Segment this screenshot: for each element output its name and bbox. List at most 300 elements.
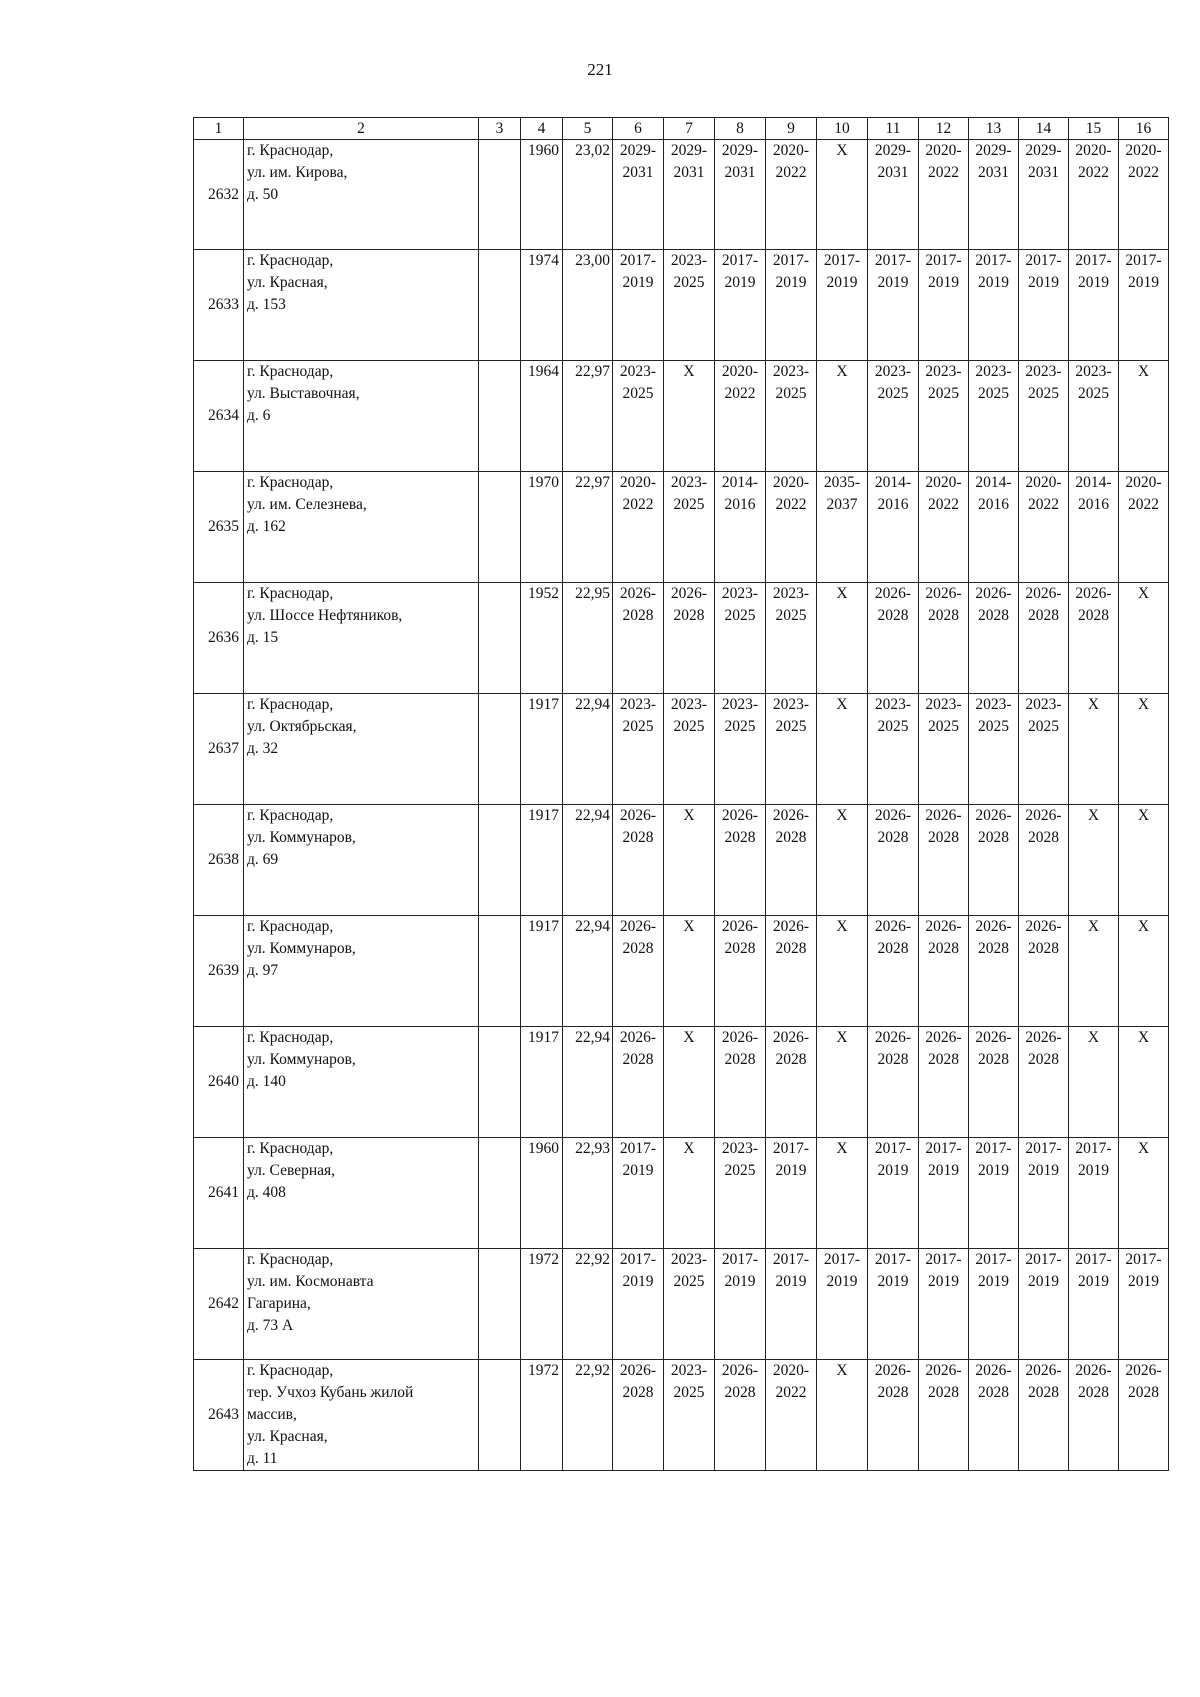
period-text: 2028 bbox=[622, 1051, 654, 1068]
period-cell bbox=[1019, 1027, 1069, 1138]
column-3-cell bbox=[479, 250, 521, 361]
period-cell bbox=[715, 916, 766, 1027]
column-header-11: 11 bbox=[868, 118, 919, 140]
period-text: 2025 bbox=[673, 496, 705, 513]
period-cell bbox=[613, 583, 664, 694]
period-cell bbox=[868, 1249, 919, 1360]
period-text: 2026- bbox=[619, 585, 657, 602]
period-text: 2023- bbox=[619, 363, 657, 380]
period-cell bbox=[1019, 140, 1069, 250]
period-cell bbox=[969, 805, 1019, 916]
period-text: 2028 bbox=[1078, 1384, 1109, 1401]
period-text: 2017- bbox=[925, 1140, 962, 1157]
period-text: 2017- bbox=[925, 252, 962, 269]
period-cell bbox=[1069, 916, 1119, 1027]
period-text: 2019 bbox=[877, 1273, 909, 1290]
period-text: 2028 bbox=[622, 1384, 654, 1401]
period-text: 2031 bbox=[978, 164, 1009, 181]
period-cell bbox=[868, 694, 919, 805]
period-cell bbox=[919, 472, 969, 583]
period-text: 2028 bbox=[1028, 829, 1059, 846]
period-cell bbox=[664, 694, 715, 805]
address-line: ул. им. Кирова, bbox=[247, 164, 348, 181]
period-text: 2025 bbox=[978, 385, 1009, 402]
period-text: 2028 bbox=[1028, 1384, 1059, 1401]
period-text: 2019 bbox=[978, 1162, 1009, 1179]
address-cell bbox=[244, 250, 479, 361]
period-text: 2026- bbox=[1075, 1362, 1112, 1379]
period-text: 2026- bbox=[1025, 918, 1062, 935]
period-text: Х bbox=[1137, 918, 1150, 935]
period-text: 2023- bbox=[772, 696, 810, 713]
period-text: 2017- bbox=[721, 252, 759, 269]
period-text: 2026- bbox=[772, 807, 810, 824]
table-row bbox=[194, 694, 1169, 805]
period-text: 2023- bbox=[721, 1140, 759, 1157]
period-text: Х bbox=[836, 142, 848, 159]
column-header-16: 16 bbox=[1119, 118, 1169, 140]
construction-year: 1917 bbox=[521, 805, 563, 916]
period-text: 2016 bbox=[978, 496, 1009, 513]
period-text: 2022 bbox=[724, 385, 756, 402]
column-3-cell bbox=[479, 694, 521, 805]
period-cell bbox=[1019, 361, 1069, 472]
period-text: 2020- bbox=[619, 474, 657, 491]
period-text: 2025 bbox=[775, 385, 807, 402]
period-cell bbox=[1069, 140, 1119, 250]
period-text: 2016 bbox=[1078, 496, 1109, 513]
period-cell bbox=[1019, 805, 1069, 916]
period-text: 2017- bbox=[772, 1251, 810, 1268]
address-cell bbox=[244, 583, 479, 694]
period-text: 2017- bbox=[619, 1140, 657, 1157]
period-text: Х bbox=[1137, 1029, 1150, 1046]
period-text: 2026- bbox=[619, 1362, 657, 1379]
period-text: 2023- bbox=[670, 474, 708, 491]
period-cell bbox=[817, 694, 868, 805]
address-cell bbox=[244, 805, 479, 916]
row-number: 2635 bbox=[194, 472, 244, 583]
period-cell bbox=[919, 916, 969, 1027]
period-cell bbox=[766, 1360, 817, 1471]
column-header-15: 15 bbox=[1069, 118, 1119, 140]
period-text: 2022 bbox=[775, 1384, 807, 1401]
period-cell bbox=[613, 1027, 664, 1138]
period-text: 2023- bbox=[975, 696, 1012, 713]
period-text: Х bbox=[683, 807, 695, 824]
period-text: 2028 bbox=[724, 940, 756, 957]
period-cell bbox=[715, 1027, 766, 1138]
period-cell bbox=[969, 583, 1019, 694]
address-cell bbox=[244, 1360, 479, 1471]
period-text: 2019 bbox=[1028, 1273, 1059, 1290]
address-line: г. Краснодар, bbox=[247, 142, 334, 159]
column-header-12: 12 bbox=[919, 118, 969, 140]
period-cell bbox=[715, 1249, 766, 1360]
period-text: 2028 bbox=[978, 1051, 1009, 1068]
period-text: 2026- bbox=[975, 918, 1012, 935]
period-cell bbox=[664, 472, 715, 583]
period-text: 2026- bbox=[721, 807, 759, 824]
period-text: Х bbox=[1137, 585, 1150, 602]
construction-year: 1972 bbox=[521, 1360, 563, 1471]
period-text: 2028 bbox=[775, 829, 807, 846]
period-cell bbox=[817, 1138, 868, 1249]
period-text: 2028 bbox=[928, 1384, 959, 1401]
period-text: 2023- bbox=[721, 696, 759, 713]
column-header-1: 1 bbox=[194, 118, 244, 140]
period-cell bbox=[817, 916, 868, 1027]
period-cell bbox=[766, 1027, 817, 1138]
period-cell bbox=[868, 1027, 919, 1138]
period-cell bbox=[664, 1138, 715, 1249]
housing-repair-schedule-table bbox=[193, 117, 1169, 1471]
period-text: 2019 bbox=[877, 274, 909, 291]
period-text: 2028 bbox=[724, 1384, 756, 1401]
period-text: 2017- bbox=[823, 1251, 861, 1268]
header-row bbox=[194, 118, 1169, 140]
period-text: 2017- bbox=[1025, 1251, 1062, 1268]
period-text: 2019 bbox=[724, 274, 756, 291]
period-text: 2026- bbox=[874, 918, 912, 935]
address-line: д. 97 bbox=[247, 962, 279, 979]
period-text: 2017- bbox=[874, 1140, 912, 1157]
period-text: 2020- bbox=[925, 474, 962, 491]
row-number: 2641 bbox=[194, 1138, 244, 1249]
period-text: 2017- bbox=[975, 252, 1012, 269]
period-text: 2019 bbox=[622, 1273, 654, 1290]
area-value: 22,97 bbox=[563, 361, 613, 472]
address-line: д. 408 bbox=[247, 1184, 286, 1201]
period-cell bbox=[1019, 916, 1069, 1027]
period-text: 2017- bbox=[1125, 1251, 1162, 1268]
period-text: 2022 bbox=[928, 164, 959, 181]
period-cell bbox=[715, 694, 766, 805]
period-text: 2022 bbox=[928, 496, 959, 513]
area-value: 22,95 bbox=[563, 583, 613, 694]
address-cell bbox=[244, 361, 479, 472]
period-text: Х bbox=[1087, 807, 1100, 824]
period-cell bbox=[969, 250, 1019, 361]
area-value: 22,94 bbox=[563, 916, 613, 1027]
period-cell bbox=[1069, 583, 1119, 694]
period-text: 2026- bbox=[670, 585, 708, 602]
period-text: 2019 bbox=[826, 1273, 858, 1290]
address-line: д. 15 bbox=[247, 629, 279, 646]
period-text: 2020- bbox=[772, 474, 810, 491]
construction-year: 1917 bbox=[521, 694, 563, 805]
period-text: 2025 bbox=[673, 274, 705, 291]
period-cell bbox=[1119, 805, 1169, 916]
period-cell bbox=[1119, 583, 1169, 694]
address-line: г. Краснодар, bbox=[247, 807, 334, 824]
period-text: 2026- bbox=[1025, 1362, 1062, 1379]
period-cell bbox=[766, 140, 817, 250]
period-text: 2017- bbox=[975, 1140, 1012, 1157]
period-text: Х bbox=[836, 918, 848, 935]
period-text: 2017- bbox=[619, 1251, 657, 1268]
period-cell bbox=[919, 361, 969, 472]
period-text: 2023- bbox=[874, 696, 912, 713]
period-text: 2026- bbox=[721, 1029, 759, 1046]
construction-year: 1974 bbox=[521, 250, 563, 361]
period-cell bbox=[766, 250, 817, 361]
period-cell bbox=[969, 472, 1019, 583]
period-cell bbox=[664, 1249, 715, 1360]
period-cell bbox=[1119, 916, 1169, 1027]
period-text: 2031 bbox=[1028, 164, 1059, 181]
period-cell bbox=[613, 805, 664, 916]
period-cell bbox=[1069, 1027, 1119, 1138]
period-text: 2026- bbox=[772, 1029, 810, 1046]
address-line: г. Краснодар, bbox=[247, 585, 334, 602]
period-text: 2026- bbox=[772, 918, 810, 935]
address-line: г. Краснодар, bbox=[247, 252, 334, 269]
period-cell bbox=[919, 1027, 969, 1138]
period-cell bbox=[1119, 1138, 1169, 1249]
table-row bbox=[194, 472, 1169, 583]
address-line: тер. Учхоз Кубань жилой bbox=[247, 1384, 414, 1401]
period-text: Х bbox=[1137, 1140, 1150, 1157]
table-row bbox=[194, 140, 1169, 250]
period-cell bbox=[613, 1249, 664, 1360]
period-text: 2028 bbox=[724, 1051, 756, 1068]
period-cell bbox=[868, 583, 919, 694]
address-line: ул. Шоссе Нефтяников, bbox=[247, 607, 403, 624]
period-cell bbox=[1119, 1249, 1169, 1360]
address-line: г. Краснодар, bbox=[247, 1251, 334, 1268]
period-text: 2017- bbox=[1025, 252, 1062, 269]
period-cell bbox=[613, 140, 664, 250]
row-number: 2634 bbox=[194, 361, 244, 472]
period-text: 2026- bbox=[975, 1362, 1012, 1379]
period-text: 2023- bbox=[975, 363, 1012, 380]
period-cell bbox=[1119, 140, 1169, 250]
period-text: 2025 bbox=[1028, 385, 1059, 402]
period-cell bbox=[817, 250, 868, 361]
period-cell bbox=[919, 1360, 969, 1471]
area-value: 22,94 bbox=[563, 805, 613, 916]
address-cell bbox=[244, 1249, 479, 1360]
period-text: 2022 bbox=[1128, 164, 1159, 181]
period-cell bbox=[919, 140, 969, 250]
period-text: 2019 bbox=[775, 1273, 807, 1290]
period-text: 2017- bbox=[874, 252, 912, 269]
period-cell bbox=[613, 1360, 664, 1471]
period-cell bbox=[715, 140, 766, 250]
address-cell bbox=[244, 472, 479, 583]
address-line: г. Краснодар, bbox=[247, 363, 334, 380]
period-text: 2019 bbox=[978, 1273, 1009, 1290]
period-cell bbox=[868, 1138, 919, 1249]
period-cell bbox=[817, 140, 868, 250]
column-3-cell bbox=[479, 1249, 521, 1360]
period-text: 2023- bbox=[1075, 363, 1112, 380]
period-cell bbox=[969, 1027, 1019, 1138]
period-text: 2029- bbox=[619, 142, 657, 159]
address-line: г. Краснодар, bbox=[247, 1362, 334, 1379]
period-cell bbox=[664, 140, 715, 250]
period-text: 2023- bbox=[925, 696, 962, 713]
period-cell bbox=[919, 1138, 969, 1249]
column-header-13: 13 bbox=[969, 118, 1019, 140]
period-text: 2028 bbox=[1028, 607, 1059, 624]
period-cell bbox=[1069, 361, 1119, 472]
address-line: ул. им. Селезнева, bbox=[247, 496, 367, 513]
period-text: 2016 bbox=[877, 496, 909, 513]
period-text: 2023- bbox=[670, 1251, 708, 1268]
period-text: 2023- bbox=[670, 1362, 708, 1379]
address-line: г. Краснодар, bbox=[247, 1029, 334, 1046]
period-text: 2028 bbox=[978, 1384, 1009, 1401]
row-number: 2643 bbox=[194, 1360, 244, 1471]
period-cell bbox=[1019, 250, 1069, 361]
period-cell bbox=[766, 916, 817, 1027]
address-line: д. 50 bbox=[247, 186, 279, 203]
period-text: 2028 bbox=[877, 607, 909, 624]
period-text: 2019 bbox=[928, 1162, 959, 1179]
period-text: 2025 bbox=[1078, 385, 1109, 402]
address-line: Гагарина, bbox=[247, 1295, 311, 1312]
address-line: г. Краснодар, bbox=[247, 918, 334, 935]
period-text: 2028 bbox=[775, 940, 807, 957]
period-text: 2026- bbox=[1075, 585, 1112, 602]
period-cell bbox=[613, 694, 664, 805]
period-cell bbox=[613, 1138, 664, 1249]
period-text: 2025 bbox=[724, 718, 756, 735]
construction-year: 1952 bbox=[521, 583, 563, 694]
row-number: 2640 bbox=[194, 1027, 244, 1138]
address-line: ул. Красная, bbox=[247, 274, 328, 291]
period-cell bbox=[1069, 250, 1119, 361]
period-text: Х bbox=[683, 918, 695, 935]
period-cell bbox=[919, 694, 969, 805]
period-text: 2017- bbox=[721, 1251, 759, 1268]
address-line: ул. Октябрьская, bbox=[247, 718, 357, 735]
period-text: 2019 bbox=[1128, 274, 1159, 291]
period-cell bbox=[766, 1138, 817, 1249]
period-text: 2017- bbox=[1075, 1251, 1112, 1268]
period-text: 2028 bbox=[978, 829, 1009, 846]
row-number: 2642 bbox=[194, 1249, 244, 1360]
period-cell bbox=[1119, 694, 1169, 805]
period-cell bbox=[919, 1249, 969, 1360]
address-line: д. 73 А bbox=[247, 1317, 294, 1334]
period-cell bbox=[613, 250, 664, 361]
period-cell bbox=[919, 805, 969, 916]
construction-year: 1964 bbox=[521, 361, 563, 472]
period-text: 2026- bbox=[925, 1362, 962, 1379]
period-cell bbox=[715, 805, 766, 916]
period-cell bbox=[1119, 1027, 1169, 1138]
period-text: 2029- bbox=[874, 142, 912, 159]
period-cell bbox=[715, 1138, 766, 1249]
period-text: Х bbox=[836, 1029, 848, 1046]
period-text: 2019 bbox=[622, 274, 654, 291]
period-text: Х bbox=[683, 1140, 695, 1157]
period-text: 2026- bbox=[619, 807, 657, 824]
period-text: 2014- bbox=[975, 474, 1012, 491]
address-cell bbox=[244, 694, 479, 805]
period-cell bbox=[817, 1027, 868, 1138]
period-text: 2026- bbox=[874, 585, 912, 602]
period-text: 2037 bbox=[826, 496, 858, 513]
period-text: 2020- bbox=[721, 363, 759, 380]
period-cell bbox=[817, 361, 868, 472]
period-text: 2022 bbox=[775, 496, 807, 513]
period-text: 2017- bbox=[975, 1251, 1012, 1268]
period-cell bbox=[1069, 1360, 1119, 1471]
period-text: 2028 bbox=[928, 1051, 959, 1068]
period-cell bbox=[1019, 1360, 1069, 1471]
page-number: 221 bbox=[587, 60, 613, 79]
construction-year: 1917 bbox=[521, 1027, 563, 1138]
period-cell bbox=[715, 583, 766, 694]
period-text: 2031 bbox=[877, 164, 909, 181]
period-text: 2014- bbox=[721, 474, 759, 491]
period-text: 2026- bbox=[721, 1362, 759, 1379]
column-header-3: 3 bbox=[479, 118, 521, 140]
period-cell bbox=[969, 1360, 1019, 1471]
period-text: 2026- bbox=[619, 918, 657, 935]
period-text: Х bbox=[836, 585, 848, 602]
period-text: 2023- bbox=[874, 363, 912, 380]
period-cell bbox=[766, 472, 817, 583]
period-text: 2020- bbox=[1125, 474, 1162, 491]
period-text: 2028 bbox=[877, 1384, 909, 1401]
period-text: 2020- bbox=[1125, 142, 1162, 159]
period-text: 2019 bbox=[1078, 1162, 1109, 1179]
column-header-8: 8 bbox=[715, 118, 766, 140]
column-header-4: 4 bbox=[521, 118, 563, 140]
period-cell bbox=[868, 250, 919, 361]
row-number: 2633 bbox=[194, 250, 244, 361]
period-text: 2026- bbox=[874, 1029, 912, 1046]
period-text: 2019 bbox=[1078, 1273, 1109, 1290]
period-text: 2026- bbox=[1125, 1362, 1162, 1379]
period-cell bbox=[715, 472, 766, 583]
period-cell bbox=[817, 805, 868, 916]
period-text: 2026- bbox=[721, 918, 759, 935]
period-text: 2028 bbox=[1028, 1051, 1059, 1068]
table-row bbox=[194, 1360, 1169, 1471]
table-row bbox=[194, 1027, 1169, 1138]
address-line: ул. Северная, bbox=[247, 1162, 335, 1179]
period-cell bbox=[715, 250, 766, 361]
period-text: 2017- bbox=[619, 252, 657, 269]
period-text: Х bbox=[836, 807, 848, 824]
construction-year: 1970 bbox=[521, 472, 563, 583]
period-text: 2019 bbox=[775, 274, 807, 291]
period-cell bbox=[766, 694, 817, 805]
period-text: 2028 bbox=[877, 829, 909, 846]
construction-year: 1917 bbox=[521, 916, 563, 1027]
period-text: 2026- bbox=[874, 1362, 912, 1379]
period-cell bbox=[1119, 250, 1169, 361]
column-3-cell bbox=[479, 1360, 521, 1471]
period-text: 2017- bbox=[772, 252, 810, 269]
address-line: ул. Выставочная, bbox=[247, 385, 360, 402]
address-line: г. Краснодар, bbox=[247, 474, 334, 491]
period-cell bbox=[715, 361, 766, 472]
period-cell bbox=[664, 583, 715, 694]
period-cell bbox=[969, 1138, 1019, 1249]
column-header-7: 7 bbox=[664, 118, 715, 140]
period-text: 2023- bbox=[1025, 363, 1062, 380]
period-cell bbox=[1069, 472, 1119, 583]
table-row bbox=[194, 1249, 1169, 1360]
period-cell bbox=[1019, 472, 1069, 583]
